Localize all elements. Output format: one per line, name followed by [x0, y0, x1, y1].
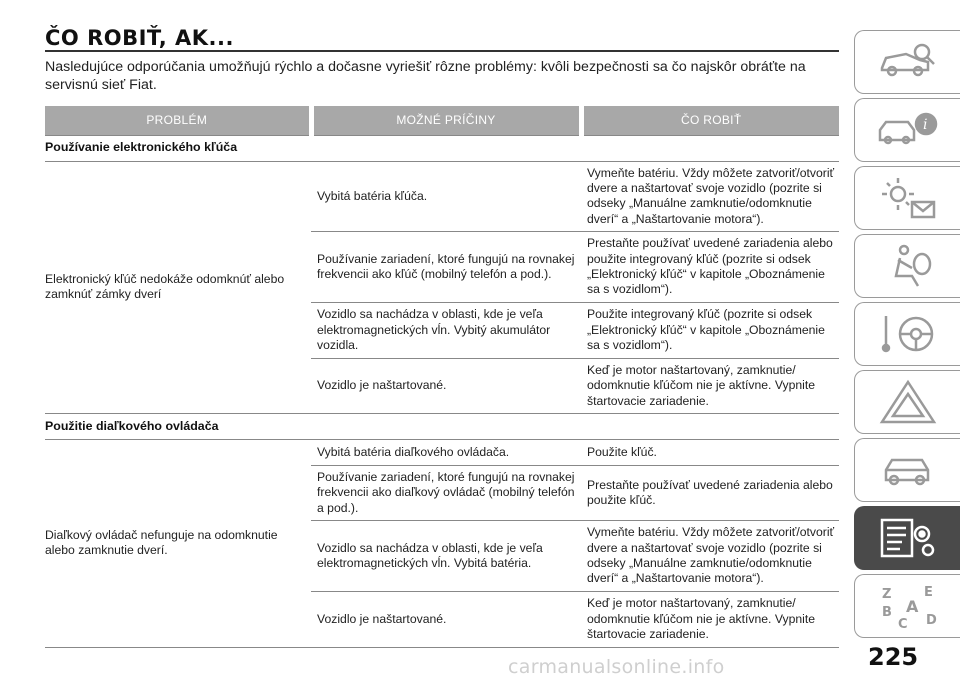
section-heading: Použitie diaľkového ovládača — [45, 413, 839, 439]
action-cell: Použite integrovaný kľúč (pozrite si odsek „Elektronický kľúč“ v kapitole „Oboznámenie sa s vozidlom“). — [581, 302, 839, 358]
svg-text:D: D — [925, 613, 937, 628]
page-number: 225 — [868, 643, 919, 671]
header-problem: PROBLÉM — [45, 106, 311, 135]
svg-text:i: i — [922, 117, 927, 133]
action-cell: Vymeňte batériu. Vždy môžete zatvoriť/otvoriť dvere a naštartovať svoje vozidlo (pozrite si odseky „Manuálne zamknutie/odomknutie dverí“ a „Naštartovanie motora“). — [581, 521, 839, 592]
chapter-tab-index[interactable] — [854, 574, 960, 638]
intro-paragraph: Nasledujúce odporúčania umožňujú rýchlo a dočasne vyriešiť rôzne problémy: kvôli bezpečnosti sa čo najskôr obráťte na servisnú sieť Fiat. — [45, 59, 806, 93]
chapter-tab-steering-wheel[interactable] — [854, 302, 960, 366]
problem-cell: Elektronický kľúč nedokáže odomknúť alebo zamknúť zámky dverí — [45, 271, 285, 302]
cause-cell: Vozidlo je naštartované. — [311, 591, 581, 647]
action-cell: Prestaňte používať uvedené zariadenia alebo použite integrovaný kľúč (pozrite si odsek „Elektronický kľúč“ v kapitole „Oboznámenie sa s vozidlom“). — [581, 232, 839, 303]
warning-lights-icon — [876, 174, 940, 222]
watermark: carmanualsonline.info — [508, 656, 725, 678]
problem-cell: Diaľkový ovládač nefunguje na odomknutie alebo zamknutie dverí. — [45, 439, 311, 647]
action-cell: Použite kľúč. — [581, 439, 839, 465]
table-row — [45, 161, 839, 232]
chapter-tab-car-search[interactable] — [854, 30, 960, 94]
chapter-tab-breakdown[interactable] — [854, 370, 960, 434]
chapter-tab-car-info[interactable] — [854, 98, 960, 162]
svg-text:A: A — [905, 597, 918, 616]
cause-cell: Vozidlo je naštartované. — [311, 358, 581, 413]
page-title: ČO ROBIŤ, AK... — [45, 26, 234, 50]
car-service-icon — [876, 446, 940, 494]
chapter-tab-warning-lights[interactable] — [854, 166, 960, 230]
action-cell: Vymeňte batériu. Vždy môžete zatvoriť/otvoriť dvere a naštartovať svoje vozidlo (pozrite si odseky „Manuálne zamknutie/odomknutie dverí“ a „Naštartovanie motora“). — [581, 161, 839, 232]
action-cell: Keď je motor naštartovaný, zamknutie/ odomknutie kľúčom nie je aktívne. Vypnite štartovacie zariadenie. — [581, 591, 839, 647]
cause-cell: Používanie zariadení, ktoré fungujú na rovnakej frekvencii ako diaľkový ovládač (mobilný telefón a pod.). — [311, 465, 581, 520]
table-header-row — [45, 106, 839, 135]
svg-text:C: C — [897, 617, 908, 630]
car-search-icon — [876, 38, 940, 86]
svg-text:B: B — [881, 605, 892, 620]
cause-cell: Používanie zariadení, ktoré fungujú na rovnakej frekvencii ako kľúč (mobilný telefón a pod.). — [311, 232, 581, 303]
svg-text:Z: Z — [881, 587, 891, 602]
section-heading-row — [45, 135, 839, 161]
section-heading-row — [45, 413, 839, 439]
header-causes: MOŽNÉ PRÍČINY — [311, 106, 581, 135]
breakdown-triangle-icon — [876, 378, 940, 426]
svg-text:E: E — [923, 585, 933, 600]
action-cell: Keď je motor naštartovaný, zamknutie/ odomknutie kľúčom nie je aktívne. Vypnite štartovacie zariadenie. — [581, 358, 839, 413]
troubleshooting-table — [45, 106, 839, 648]
title-rule — [45, 50, 839, 52]
cause-cell: Vybitá batéria diaľkového ovládača. — [311, 439, 581, 465]
cause-cell: Vybitá batéria kľúča. — [311, 161, 581, 232]
cause-cell: Vozidlo sa nachádza v oblasti, kde je veľa elektromagnetických vĺn. Vybitý akumulátor vozidla. — [311, 302, 581, 358]
technical-data-icon — [876, 514, 940, 562]
steering-wheel-icon — [876, 310, 940, 358]
seat-airbag-icon — [876, 242, 940, 290]
chapter-tab-seat-airbag[interactable] — [854, 234, 960, 298]
chapter-tab-car-service[interactable] — [854, 438, 960, 502]
table-row — [45, 439, 839, 465]
car-info-icon — [876, 106, 940, 154]
chapter-tab-technical-data[interactable] — [854, 506, 960, 570]
header-actions: ČO ROBIŤ — [581, 106, 839, 135]
alphabetical-index-icon — [876, 582, 940, 630]
action-cell: Prestaňte používať uvedené zariadenia alebo použite kľúč. — [581, 465, 839, 520]
cause-cell: Vozidlo sa nachádza v oblasti, kde je veľa elektromagnetických vĺn. Vybitá batéria. — [311, 521, 581, 592]
section-heading: Používanie elektronického kľúča — [45, 135, 839, 161]
